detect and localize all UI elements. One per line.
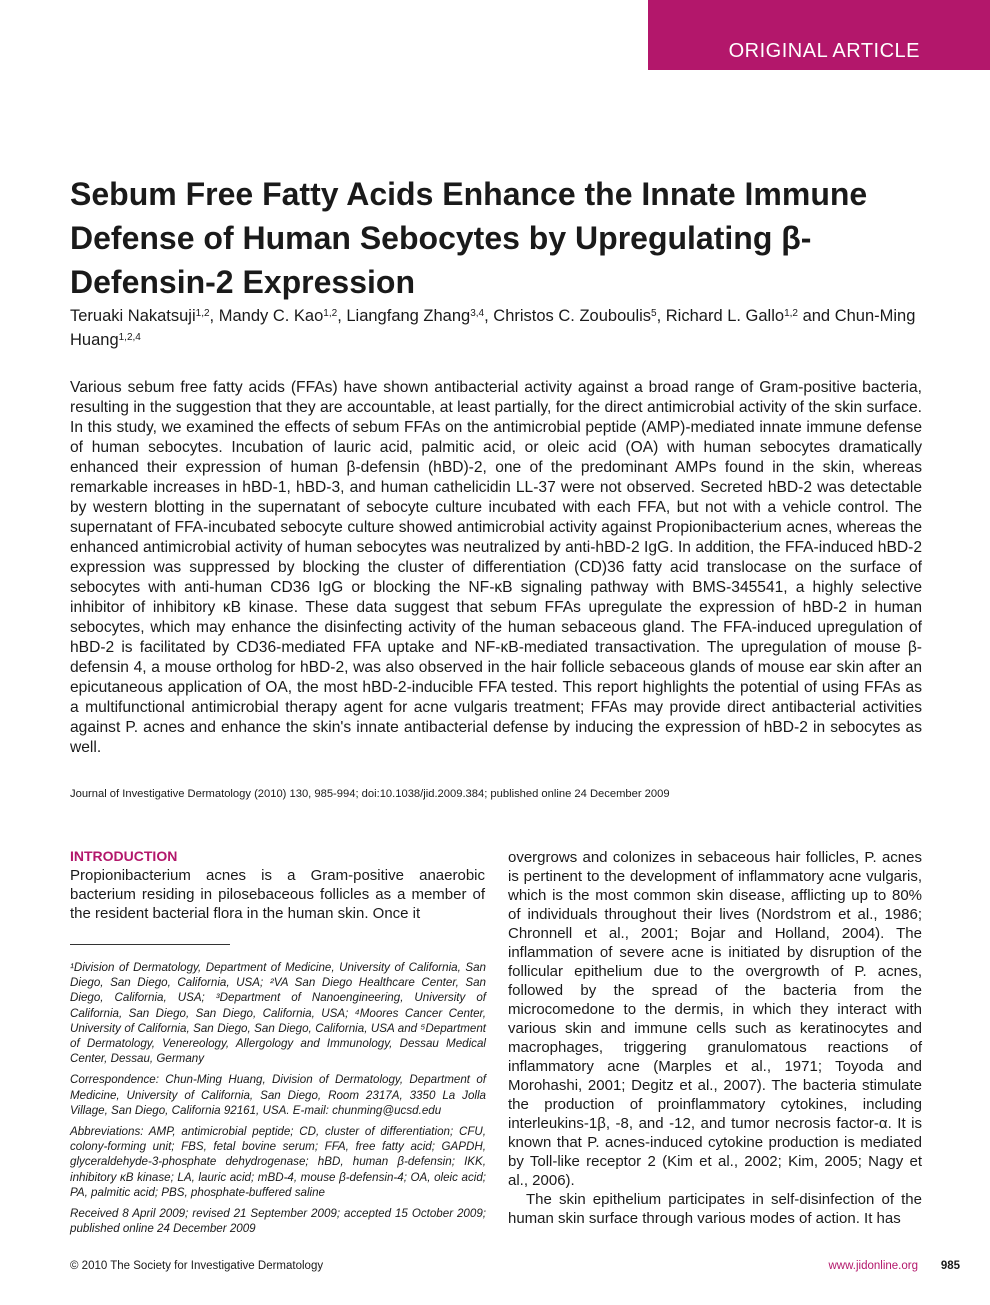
section-heading-introduction: INTRODUCTION bbox=[70, 848, 178, 864]
article-type-label: ORIGINAL ARTICLE bbox=[728, 40, 920, 62]
intro-right-column bbox=[508, 848, 922, 1228]
page-number: 985 bbox=[940, 1260, 960, 1272]
article-type-banner bbox=[648, 0, 990, 70]
author-affiliation-marker: 1,2 bbox=[323, 308, 338, 319]
abstract: Various sebum free fatty acids (FFAs) have shown antibacterial activity against a broad range of Gram-positive bacteria, resulting in the suggestion that they are accountable, at least partially, for the direct antimicrobial activity of the skin surface. In this study, we examined the effects of sebum FFAs on the antimicrobial peptide (AMP)-mediated innate immune defense of human sebocytes. Incubation of lauric acid, palmitic acid, or oleic acid (OA) with human sebocytes dramatically enhanced their expression of human β-defensin (hBD)-2, one of the predominant AMPs found in the skin, whereas remarkable increases in hBD-1, hBD-3, and human cathelicidin LL-37 were not observed. Secreted hBD-2 was detectable by western blotting in the supernatant of sebocyte culture incubated with each FFA, but not with a vehicle control. The supernatant of FFA-incubated sebocyte culture showed antimicrobial activity against Propionibacterium acnes, whereas the enhanced antimicrobial activity of human sebocytes was neutralized by anti-hBD-2 IgG. In addition, the FFA-induced hBD-2 expression was suppressed by blocking the cluster of differentiation (CD)36 fatty acid translocase on the surface of sebocytes with anti-human CD36 IgG or blocking the NF-κB signaling pathway with BMS-345541, a highly selective inhibitor of inhibitory κB kinase. These data suggest that sebum FFAs upregulate the expression of hBD-2 in human sebocytes, which may enhance the disinfecting activity of the human sebaceous gland. The FFA-induced upregulation of hBD-2 is facilitated by CD36-mediated FFA uptake and NF-κB-mediated transactivation. The upregulation of mouse β-defensin 4, a mouse ortholog for hBD-2, was also observed in the hair follicle sebaceous glands of mouse ear skin after an epicutaneous application of OA, the most hBD-2-inducible FFA tested. This report highlights the potential of using FFAs as a multifunctional antimicrobial therapy agent for acne vulgaris treatment; FFAs may provide direct antibacterial activities against P. acnes and enhance the skin's innate antibacterial defense by inducing the expression of hBD-2 in sebocytes as well. bbox=[70, 379, 922, 756]
author-name: Chun-Ming Huang bbox=[70, 307, 916, 349]
author-list: Teruaki Nakatsuji$^{1,2}$, Mandy C. Kao$^{1,2}$, Liangfang Zhang$^{3,4}$, Christos C. Zouboulis$^5$, Richard L. Gallo$^{1,2}$ and Chun-Ming Huang$^{1,2,4}$ bbox=[70, 307, 916, 349]
correspondence-note: Correspondence: Chun-Ming Huang, Division of Dermatology, Department of Medicine, University of California, San Diego, Room 2317A, 3350 La Jolla Village, San Diego, California 92161, USA. E-mail: chunming@ucsd.edu bbox=[70, 1073, 486, 1117]
footnote-divider bbox=[70, 944, 230, 945]
article-title: Sebum Free Fatty Acids Enhance the Innate Immune Defense of Human Sebocytes by Upregulating β-Defensin-2 Expression bbox=[70, 176, 868, 300]
author-affiliation-marker: 5 bbox=[651, 308, 657, 319]
abbreviations-note: Abbreviations: AMP, antimicrobial peptide; CD, cluster of differentiation; CFU, colony-forming unit; FBS, fetal bovine serum; FFA, free fatty acid; GAPDH, glyceraldehyde-3-phosphate dehydrogenase; hBD, human β-defensin; IKK, inhibitory κB kinase; LA, lauric acid; mBD-4, mouse β-defensin-4; OA, oleic acid; PA, palmitic acid; PBS, phosphate-buffered saline bbox=[70, 1125, 486, 1199]
author-name: Mandy C. Kao bbox=[218, 307, 324, 325]
author-affiliation-marker: 1,2,4 bbox=[118, 332, 141, 343]
intro-left-column: Propionibacterium acnes is a Gram-positive anaerobic bacterium residing in pilosebaceous follicles as a member of the resident bacterial flora in the human skin. Once it bbox=[70, 867, 485, 922]
author-affiliation-marker: 1,2 bbox=[195, 308, 210, 319]
intro-paragraph-1: overgrows and colonizes in sebaceous hair follicles, P. acnes is pertinent to the development of inflammatory acne vulgaris, which is the most common skin disease, afflicting up to 80% of individuals throughout their lives (Nordstrom et al., 1986; Chronnell et al., 2001; Bojar and Holland, 2004). The inflammation of severe acne is initiated by disruption of the follicular epithelium due to the overgrowth of P. acnes, followed by the spread of the bacteria from the microcomedone to the dermis, in which they interact with various skin and immune cells such as keratinocytes and macrophages, triggering granulomatous reactions of inflammatory acne (Marples et al., 1971; Toyoda and Morohashi, 2001; Degitz et al., 2007). The bacteria stimulate the production of proinflammatory cytokines, including interleukins-1β, -8, and -12, and tumor necrosis factor-α. It is known that P. acnes-induced cytokine production is mediated by Toll-like receptor 2 (Kim et al., 2002; Kim, 2005; Nagy et al., 2006). bbox=[508, 849, 922, 1189]
author-affiliation-marker: 3,4 bbox=[470, 308, 485, 319]
author-name: Teruaki Nakatsuji bbox=[70, 307, 196, 325]
footnotes bbox=[70, 960, 486, 1242]
author-name: Richard L. Gallo bbox=[665, 307, 785, 325]
copyright-text: © 2010 The Society for Investigative Dermatology bbox=[70, 1260, 324, 1272]
intro-paragraph-2: The skin epithelium participates in self-disinfection of the human skin surface through various modes of action. It has bbox=[508, 1191, 922, 1227]
citation-line: Journal of Investigative Dermatology (2010) 130, 985-994; doi:10.1038/jid.2009.384; published online 24 December 2009 bbox=[70, 788, 670, 800]
journal-url-link[interactable]: www.jidonline.org bbox=[828, 1260, 918, 1272]
received-note: Received 8 April 2009; revised 21 September 2009; accepted 15 October 2009; published online 24 December 2009 bbox=[70, 1207, 486, 1236]
author-affiliation-marker: 1,2 bbox=[784, 308, 798, 319]
author-name: Liangfang Zhang bbox=[346, 307, 471, 325]
author-name: Christos C. Zouboulis bbox=[493, 307, 652, 325]
affiliations-note: ¹Division of Dermatology, Department of Medicine, University of California, San Diego, San Diego, California, USA; ²VA San Diego Healthcare Center, San Diego, California, USA; ³Department of Nanoengineering, University of California, San Diego, San Diego, California, USA; ⁴Moores Cancer Center, University of California, San Diego, San Diego, California, USA and ⁵Department of Dermatology, Venereology, Allergology and Immunology, Dessau Medical Center, Dessau, Germany bbox=[70, 961, 486, 1066]
